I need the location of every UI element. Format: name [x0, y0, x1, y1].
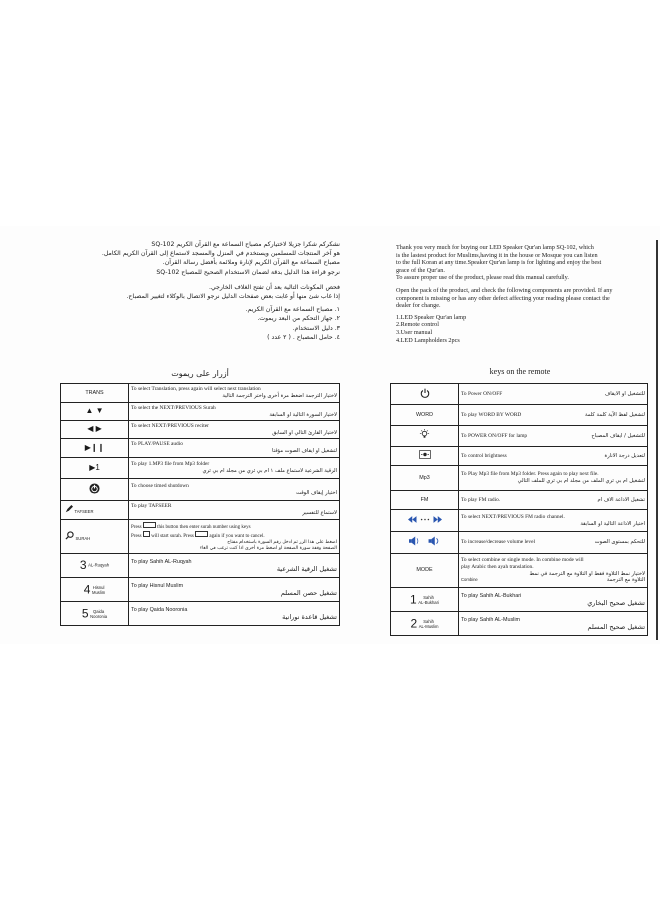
- row-ar: الصفحة وقفة سورة الصفحة او اضغط مرة أخرى اذا كنت ترغب في الغاء: [199, 545, 337, 551]
- key-label: AL-Ruqyah: [88, 562, 110, 568]
- row-en: To select NEXT/PREVIOUS reciter: [131, 422, 209, 429]
- intro-line: grace of the Qur'an.: [396, 266, 445, 274]
- row-en: play Arabic then ayah translation.: [461, 563, 534, 570]
- component-item: ٢. جهاز التحكم من البعد ريموت.: [257, 315, 340, 323]
- intro-line: dealer for change.: [396, 302, 441, 310]
- row-ar: الرقية الشرعية لاستماع ملف ١ ام بي ثري من مجلد ام بي ثري: [202, 468, 337, 474]
- row-en: To play TAFSEER: [131, 503, 172, 510]
- qaida-key: [61, 602, 129, 626]
- key-box-icon: [195, 531, 208, 537]
- brightness-icon: [419, 450, 431, 459]
- surah-key: [61, 520, 129, 554]
- row-en: To POWER ON/OFF for lamp: [461, 432, 528, 439]
- component-item: ٤. حامل المصباح . ( ٢ عدد ): [267, 333, 340, 341]
- key-number: 1: [410, 592, 417, 607]
- row-en: To select NEXT/PREVIOUS FM radio channel.: [461, 513, 565, 520]
- table-row: [61, 439, 340, 458]
- power-timer-icon: [89, 483, 100, 494]
- row-en: To play Sahih AL-Bukhari: [461, 592, 522, 599]
- key-label: Nooronia: [90, 613, 108, 619]
- play-pause-icon: ▶❙❙: [61, 439, 129, 458]
- table-row: [391, 466, 648, 491]
- page-edge: [656, 240, 658, 640]
- row-ar: للتشغيل / ايقاف المصباح: [591, 432, 645, 439]
- intro-line: Thank you very much for buying our LED Speaker Qur'an lamp SQ-102, which: [396, 244, 594, 251]
- row-en: To play Sahih AL-Muslim: [461, 616, 521, 623]
- intro-line: إذا غاب شئ منها أو غابت بعض صفحات الدليل نرجو الاتصال بالوكلاء لتغيير المصباح.: [126, 293, 340, 301]
- intro-line: component is missing or has any other defect affecting your reading please contact the: [396, 294, 610, 302]
- component-item: 2.Remote control: [396, 321, 439, 329]
- table-row: [61, 520, 340, 554]
- intro-line: مصباح السماعة مع القرآن الكريم لإنارة وملائمة بأفضل رسالة القرآن.: [162, 259, 340, 267]
- key-number: 3: [79, 557, 87, 572]
- table-row: [61, 421, 340, 439]
- row-ar: لاستماع للتفسير: [302, 510, 337, 516]
- table-row: [61, 403, 340, 421]
- table-row: [391, 491, 648, 510]
- table-row: [391, 384, 648, 405]
- row-en: this button then enter surah number using keys: [157, 524, 251, 530]
- key-label: Sahih: [423, 594, 434, 600]
- intro-line: to the full Koran at any time.Speaker Qur'an lamp is for lighting and enjoy the best: [396, 259, 602, 267]
- manual-sheet: [0, 226, 660, 644]
- intro-line: هو آخر المنتجات للمسلمين ويستخدم في المنزل والمسجد لاستماع إلى القرآن الكريم الكامل.: [101, 250, 340, 258]
- lamp-icon: [419, 429, 430, 440]
- bukhari-key: [391, 588, 459, 612]
- table-row: [61, 602, 340, 626]
- fm-key: FM: [391, 491, 459, 510]
- row-ar: تشغيل الاذاعة الاف ام: [597, 496, 645, 503]
- row-ar: تشغيل قاعدة نورانية: [282, 612, 337, 621]
- key-label: SURAH: [75, 535, 91, 541]
- intro-line: فحص المكونات التالية بعد أن تفتح الغلاف الخارجي.: [208, 283, 340, 291]
- pen-icon: [65, 505, 73, 513]
- component-item: ١. مصباح السماعة مع القرآن الكريم.: [245, 306, 340, 314]
- row-ar: تشغيل صحيح البخاري: [587, 598, 645, 607]
- fm-seek-icon: [408, 515, 442, 524]
- right-page: [390, 226, 650, 644]
- muslim-key: [391, 612, 459, 636]
- search-icon: [65, 531, 74, 540]
- row-en: Press: [131, 533, 142, 539]
- row-en: To play WORD BY WORD: [461, 411, 522, 418]
- intro-line: To assure proper use of the product, please read this manual carefully.: [396, 274, 569, 282]
- row-ar: لتعديل درجة الانارة: [604, 452, 645, 459]
- table-row: [391, 612, 648, 636]
- component-item: ٣. دليل الاستخدام.: [292, 324, 340, 332]
- row-en: To play FM radio.: [461, 496, 501, 503]
- volume-key: [391, 532, 459, 554]
- table-row: [61, 578, 340, 602]
- intro-line: نشكركم شكرا جزيلا لاختياركم مصباح السماعة مع القرآن الكريم SQ-102: [151, 241, 340, 248]
- row-en: again if you want to cancel.: [209, 533, 265, 539]
- hisnul-key: [61, 578, 129, 602]
- component-item: 3.User manual: [396, 328, 433, 336]
- key-box-icon: [143, 531, 150, 537]
- row-ar: اختيار الاذاعة التالية او السابقة: [580, 520, 645, 527]
- shutdown-key: [61, 479, 129, 501]
- ruqyah-key: [61, 554, 129, 578]
- row-en: To select combine or single mode. In combine mode will: [461, 557, 584, 564]
- arabic-intro: [60, 240, 340, 342]
- table-row: [391, 426, 648, 447]
- row-ar: اضغط على هذا الزر ثم ادخل رقم السورة باستخدام مفتاح: [227, 539, 337, 545]
- mp3-key: Mp3: [391, 466, 459, 491]
- lamp-key: [391, 426, 459, 447]
- brightness-key: [391, 447, 459, 466]
- tafseer-key: [61, 501, 129, 520]
- combine-label: Combine: [461, 577, 478, 583]
- fm-seek-key: [391, 510, 459, 532]
- row-ar: لتشغيل او ايقاف الصوت مؤقتا: [272, 448, 337, 454]
- row-ar: لاختيار السورة التالية او السابقة: [269, 411, 337, 418]
- row-ar: للتحكم بمستوى الصوت: [594, 539, 645, 546]
- remote-keys-table: [390, 383, 648, 636]
- row-ar: تشغيل الرقية الشرعية: [276, 564, 337, 573]
- table-row: [61, 384, 340, 403]
- row-en: To increase/decrease volume level: [461, 539, 536, 546]
- left-page: [60, 226, 340, 644]
- table-row: [61, 458, 340, 479]
- power-icon: [420, 388, 430, 398]
- intro-line: Open the pack of the product, and check the following components are provided. If any: [396, 286, 613, 294]
- intro-line: نرجو قراءة هذا الدليل بدقة لضمان الاستخدام الصحيح للمصباح SQ-102: [156, 268, 340, 276]
- section-title: keys on the remote: [489, 367, 551, 376]
- row-en: To Play Mp3 file from Mp3 folder. Press again to play next file.: [461, 471, 599, 478]
- table-row: [61, 479, 340, 501]
- key-label: Sahih: [423, 618, 434, 624]
- row-en: To Power ON/OFF: [461, 390, 503, 397]
- row-ar: لتشغيل ام بي ثري الملف من مجلد ام بي ثري للملف التالي: [517, 478, 645, 484]
- mode-key: MODE: [391, 554, 459, 588]
- table-row: [61, 554, 340, 578]
- remote-keys-table: [60, 383, 340, 626]
- row-ar: لاختيار نمط التلاوة فقط او التلاوة مع الترجمة في نمط: [529, 570, 645, 577]
- row-en: To play Qaida Nooronia: [131, 606, 188, 613]
- row-ar: لاختيار القارئ التالي او السابق: [272, 429, 337, 436]
- power-key: [391, 384, 459, 405]
- trans-key: TRANS: [61, 384, 129, 403]
- row-en: To select Translation, press again will select next translation: [131, 386, 261, 393]
- row-en: To select the NEXT/PREVIOUS Surah: [131, 404, 216, 411]
- key-label: AL-Muslim: [418, 623, 439, 629]
- component-item: 4.LED Lampholders 2pcs: [396, 336, 460, 344]
- key-label: Muslim: [91, 589, 106, 595]
- row-ar: اختيار إيقاف الوقت: [296, 489, 337, 496]
- table-row: [391, 405, 648, 426]
- key-number: 5: [81, 606, 89, 621]
- table-row: [391, 532, 648, 554]
- row-en: To play Hisnul Muslim: [131, 582, 184, 589]
- intro-line: is the lastest product for Muslims,having it in the house or Mosque you can listen: [396, 251, 598, 259]
- table-row: [391, 447, 648, 466]
- key-label: AL-Bukhari: [418, 599, 439, 605]
- key-number: 4: [83, 582, 91, 597]
- row-en: To play Sahih AL-Ruqyah: [131, 558, 192, 565]
- row-ar: لتشغيل لفظ الآية كلمة كلمة: [584, 411, 645, 418]
- key-label: Hisnul: [92, 584, 105, 590]
- key-box-icon: [143, 522, 156, 528]
- english-intro: [396, 244, 650, 344]
- row-en: To control brightness: [461, 452, 507, 459]
- row-ar: لاختيار الترجمة اضغط مرة أخرى واختر الترجمة التالية: [222, 393, 337, 399]
- key-label: Qaida: [93, 608, 105, 614]
- row-en: To choose timed shutdown: [131, 482, 189, 489]
- table-row: [391, 554, 648, 588]
- row-en: Press: [131, 524, 142, 530]
- key-number: 2: [410, 616, 418, 631]
- row-en: To play 1.MP3 file from Mp3 folder: [131, 461, 210, 468]
- key-label: TAFSEER: [74, 508, 94, 514]
- component-item: 1.LED Speaker Qur'an lamp: [396, 313, 467, 321]
- word-key: WORD: [391, 405, 459, 426]
- row-ar: تشغيل حصن المسلم: [280, 588, 337, 597]
- up-down-arrows-icon: ▲ ▼: [61, 403, 129, 421]
- table-row: [391, 510, 648, 532]
- row-en: To PLAY/PAUSE audio: [131, 441, 183, 448]
- left-right-arrows-icon: ◀ ▶: [61, 421, 129, 439]
- section-title: أزرار على ريموت: [171, 369, 229, 378]
- table-row: [391, 588, 648, 612]
- row-ar: التلاوة مع الترجمة: [606, 577, 645, 584]
- volume-icon: [409, 536, 441, 546]
- play-one-icon: ▶1: [61, 458, 129, 479]
- table-row: [61, 501, 340, 520]
- row-ar: تشغيل صحيح المسلم: [587, 622, 645, 631]
- row-ar: للتشغيل او الايقاف: [604, 390, 645, 397]
- row-en: will start surah. Press: [151, 533, 194, 539]
